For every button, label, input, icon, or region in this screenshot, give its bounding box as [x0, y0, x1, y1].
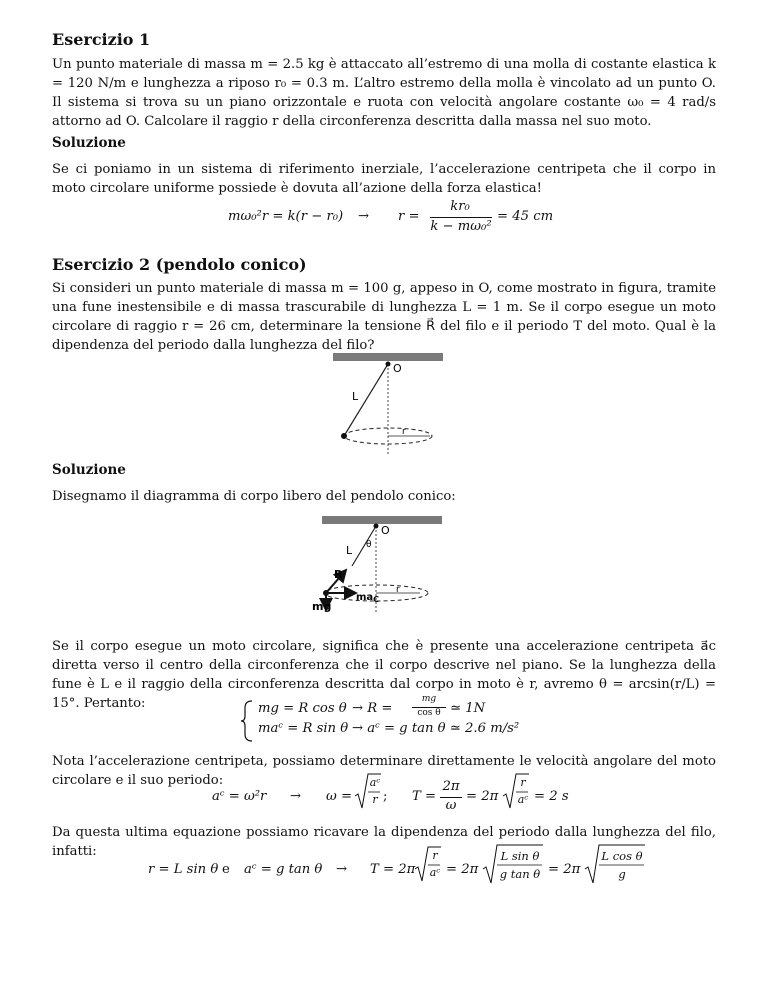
eq2-ac: aᶜ = ω²r [212, 789, 267, 804]
eq2-w-num: aᶜ [369, 776, 381, 789]
fig2-label-mg: mg [312, 600, 332, 613]
exercise-2-solution-intro: Disegnamo il diagramma di corpo libero del pendolo conico: [52, 489, 456, 504]
eq2-T-num: 2π [442, 779, 460, 794]
eq3-ac: aᶜ = g tan θ [244, 862, 323, 877]
exercise-2-paragraph-2: Nota l’accelerazione centripeta, possiamo determinare direttamente le velocità angolare del moto circolare e il suo periodo: [52, 754, 716, 788]
eq3-f2-num: L sin θ [500, 849, 540, 863]
ceiling-support [322, 516, 442, 524]
eq1-denominator: k − mω₀² [430, 219, 492, 234]
eq3-f2-den: g tan θ [499, 867, 541, 881]
eq3-r: r = L sin θ [148, 862, 219, 877]
eq2-arrow: → [290, 789, 302, 804]
eq1-left: mω₀²r = k(r − r₀) [228, 209, 344, 224]
eq1-numerator: kr₀ [450, 199, 470, 214]
eq2-omega: ω = [326, 789, 352, 804]
fig1-label-L: L [352, 390, 359, 403]
eq1-fraction-bar [430, 217, 492, 218]
eq3-eq1: = 2π [446, 862, 479, 877]
fig2-label-r: r [396, 585, 400, 595]
eq3-e: e [222, 862, 230, 877]
eq3-arrow: → [336, 862, 348, 877]
system-eq2-left: maᶜ = R sin θ [258, 721, 349, 736]
system-brace [240, 700, 254, 742]
exercise-2-paragraph-1: Se il corpo esegue un moto circolare, significa che è presente una accelerazione centripeta a⃗c diretta verso il centro della circonferenza che il corpo descrive nel piano. Se la lunghezza della fune è L e il raggio della circonferenza descritta dal corpo in moto è r, avremo θ = arcsin(r/L) = 15°. Pertanto: [52, 639, 716, 711]
system-eq1-result: ≃ 1N [450, 701, 486, 716]
eq2-result: = 2 s [534, 789, 569, 804]
eq3-f3-den: g [618, 867, 626, 881]
fig2-label-L: L [346, 544, 353, 557]
system-eq2-right: → aᶜ = g tan θ ≃ 2.6 m/s² [352, 721, 520, 736]
eq3-eq2: = 2π [548, 862, 581, 877]
eq2-T: T = [412, 789, 437, 804]
pivot-point [386, 362, 391, 367]
exercise-2-title: Esercizio 2 (pendolo conico) [52, 255, 307, 274]
fig2-label-O: O [381, 524, 390, 537]
pivot-point [374, 524, 379, 529]
eq2-T2-den: aᶜ [517, 793, 529, 806]
exercise-2-solution-heading: Soluzione [52, 462, 126, 478]
system-eq1-left: mg = R cos θ [258, 701, 347, 716]
fig1-label-r: r [402, 427, 406, 437]
free-body-diagram [312, 512, 450, 620]
mass-point [341, 433, 347, 439]
eq3-T: T = 2π [370, 862, 416, 877]
system-eq1-num: mg [421, 694, 437, 704]
fig2-label-theta: θ [366, 540, 372, 550]
fig2-label-R: R [334, 568, 343, 581]
eq1-arrow: → [358, 209, 370, 224]
ceiling-support [333, 353, 443, 361]
conical-pendulum-figure [330, 350, 450, 462]
eq2-T2: = 2π [466, 789, 499, 804]
exercise-2-paragraph-3: Da questa ultima equazione possiamo ricavare la dipendenza del periodo dalla lunghezza del filo, infatti: [52, 825, 716, 859]
eq2-semicolon: ; [383, 789, 388, 804]
eq3-f1-den: aᶜ [429, 866, 441, 879]
exercise-1-solution-heading: Soluzione [52, 135, 126, 151]
eq3-f1-num: r [432, 849, 438, 862]
eq1-r: r = [398, 209, 420, 224]
system-eq1-den: cos θ [417, 708, 441, 718]
mass-point [323, 590, 329, 596]
fig1-label-O: O [393, 362, 402, 375]
eq2-T2-num: r [520, 776, 526, 789]
eq2-w-den: r [372, 793, 378, 806]
exercise-1-text: Un punto materiale di massa m = 2.5 kg è attaccato all’estremo di una molla di costante elastica k = 120 N/m e lunghezza a riposo r₀ = 0.3 m. L’altro estremo della molla è vincolato ad un punto O. Il sistema si trova su un piano orizzontale e ruota con velocità angolare costante ω₀ = 4 rad/s attorno ad O. Calcolare il raggio r della circonferenza descritta dalla massa nel suo moto. [52, 57, 716, 129]
string [344, 364, 388, 436]
exercise-1-solution-text: Se ci poniamo in un sistema di riferimento inerziale, l’accelerazione centripeta che il corpo in moto circolare uniforme possiede è dovuta all’azione della forza elastica! [52, 162, 716, 196]
exercise-2-text: Si consideri un punto materiale di massa m = 100 g, appeso in O, come mostrato in figura, tramite una fune inestensibile e di massa trascurabile di lunghezza L = 1 m. Se il corpo esegue un moto circolare di raggio r = 26 cm, determinare la tensione R⃗ del filo e il periodo T del moto. Qual è la dipendenza del periodo dalla lunghezza del filo? [52, 281, 716, 353]
eq2-T-den: ω [445, 798, 457, 813]
eq1-result: = 45 cm [497, 209, 554, 224]
system-eq1-mid: → R = [352, 701, 393, 716]
fig2-label-mac: $ma_C$ [356, 592, 380, 604]
eq3-f3-num: L cos θ [601, 849, 643, 863]
exercise-1-title: Esercizio 1 [52, 30, 151, 49]
string [352, 526, 376, 566]
